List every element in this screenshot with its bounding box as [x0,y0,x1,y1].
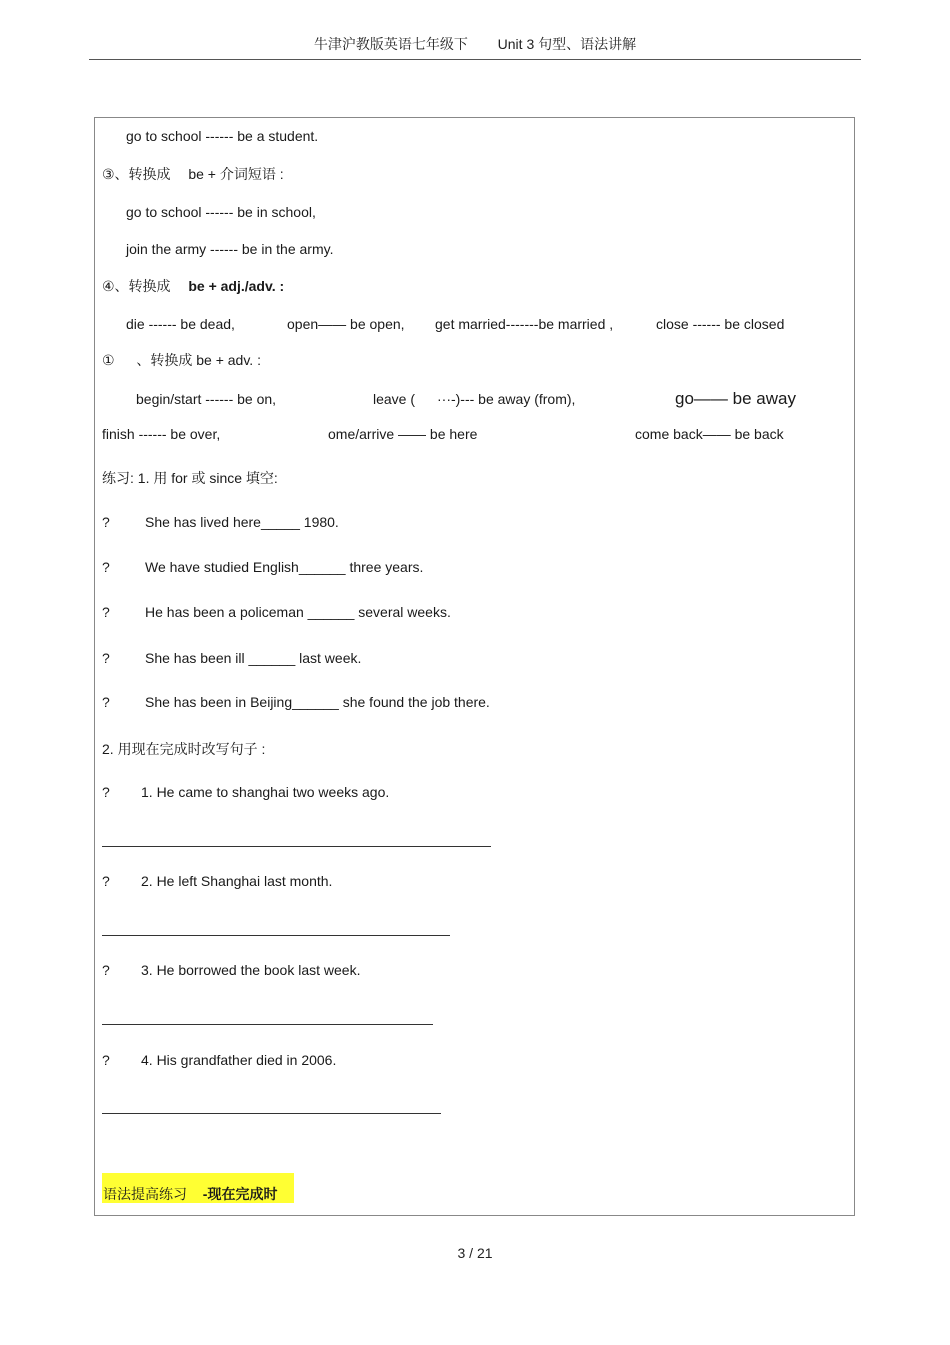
item-arrive: ome/arrive —— be here [328,426,478,442]
rewrite-4: 4. His grandfather died in 2006. [141,1052,337,1068]
line-army: join the army ------ be in the army. [126,241,334,257]
answer-line-1[interactable] [102,846,491,847]
line-go-school-student: go to school ------ be a student. [126,128,319,144]
item-go-away: go—— be away [675,389,796,408]
heading-3-num: ③、转换成 [102,166,171,182]
page-header [0,34,950,54]
line-school: go to school ------ be in school, [126,204,316,220]
question-2: We have studied English______ three years. [145,559,424,575]
item-close: close ------ be closed [656,316,785,332]
heading-4-rest: be + adj./adv. : [188,278,285,294]
item-begin: begin/start ------ be on, [136,391,277,407]
question-4: She has been ill ______ last week. [145,650,362,666]
section-title [103,1184,277,1204]
section-title-a: 语法提高练习 [103,1186,187,1202]
item-married: get married-------be married , [435,316,614,332]
exercise-1-title: 练习: 1. 用 for 或 since 填空: [102,470,278,486]
rewrite-2: 2. He left Shanghai last month. [141,873,333,889]
q1-bullet: ? [102,514,110,530]
heading-5-rest: 、转换成 be + adv. : [136,352,261,368]
r2-bullet: ? [102,873,110,889]
rewrite-1: 1. He came to shanghai two weeks ago. [141,784,390,800]
question-3: He has been a policeman ______ several weeks. [145,604,451,620]
r4-bullet: ? [102,1052,110,1068]
heading-4-num: ④、转换成 [102,278,171,294]
q4-bullet: ? [102,650,110,666]
question-5: She has been in Beijing______ she found the job there. [145,694,490,710]
page-number: 3 / 21 [457,1245,493,1261]
heading-5 [102,350,261,370]
section-title-b: -现在完成时 [202,1186,278,1202]
q3-bullet: ? [102,604,110,620]
answer-line-2[interactable] [102,935,450,936]
item-open: open—— be open, [287,316,405,332]
answer-line-3[interactable] [102,1024,433,1025]
rewrite-3: 3. He borrowed the book last week. [141,962,361,978]
item-leave: leave ( [373,391,416,407]
header-title: 牛津沪教版英语七年级下 [313,36,468,52]
heading-3-rest: be + 介词短语 : [188,166,284,182]
heading-5-num: ① [102,352,115,368]
r1-bullet: ? [102,784,110,800]
header-rule [89,59,861,60]
q5-bullet: ? [102,694,110,710]
question-1: She has lived here_____ 1980. [145,514,339,530]
heading-3 [102,164,284,184]
exercise-2-title: 2. 用现在完成时改写句子 : [102,741,266,757]
heading-4 [102,276,284,296]
item-finish: finish ------ be over, [102,426,221,442]
answer-line-4[interactable] [102,1113,441,1114]
item-come-back: come back—— be back [635,426,784,442]
item-die: die ------ be dead, [126,316,235,332]
item-away-from: ···-)--- be away (from), [437,391,576,407]
header-unit: Unit 3 句型、语法讲解 [497,36,637,52]
r3-bullet: ? [102,962,110,978]
q2-bullet: ? [102,559,110,575]
